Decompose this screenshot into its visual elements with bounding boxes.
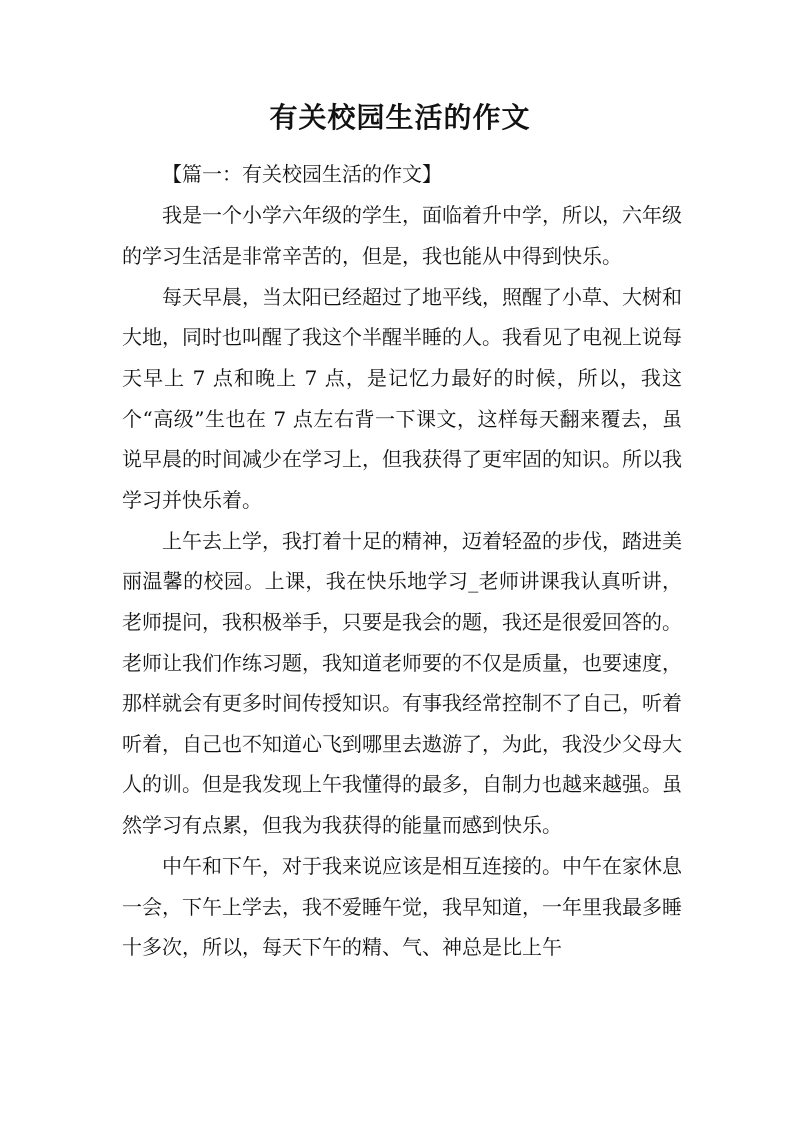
section-heading: 【篇一：有关校园生活的作文】 — [162, 162, 442, 186]
document-title: 有关校园生活的作文 — [269, 101, 531, 134]
paragraph-1: 我是一个小学六年级的学生，面临着升中学，所以，六年级的学习生活是非常辛苦的，但是，我也能从中得到快乐。 — [122, 203, 682, 268]
paragraph-3: 上午去上学，我打着十足的精神，迈着轻盈的步伐，踏进美丽温馨的校园。上课，我在快乐地学习_老师讲课我认真听讲，老师提问，我积极举手，只要是我会的题，我还是很爱回答的。老师让我们作练习题，我知道老师要的不仅是质量，也要速度，那样就会有更多时间传授知识。有事我经常控制不了自己，听着听着，自己也不知道心飞到哪里去遨游了，为此，我没少父母大人的训。但是我发现上午我懂得的最多，自制力也越来越强。虽然学习有点累，但我为我获得的能量而感到快乐。 — [122, 528, 682, 837]
paragraph-4: 中午和下午，对于我来说应该是相互连接的。中午在家休息一会，下午上学去，我不爱睡午觉，我早知道，一年里我最多睡十多次，所以，每天下午的精、气、神总是比上午 — [122, 854, 682, 960]
paragraph-2: 每天早晨，当太阳已经超过了地平线，照醒了小草、大树和大地，同时也叫醒了我这个半醒半睡的人。我看见了电视上说每天早上 7 点和晚上 7 点，是记忆力最好的时候，所以，我这个“高级”生也在 7 点左右背一下课文，这样每天翻来覆去，虽说早晨的时间减少在学习上，但我获得了更牢固的知识。所以我学习并快乐着。 — [122, 284, 682, 512]
document-body — [122, 154, 682, 968]
